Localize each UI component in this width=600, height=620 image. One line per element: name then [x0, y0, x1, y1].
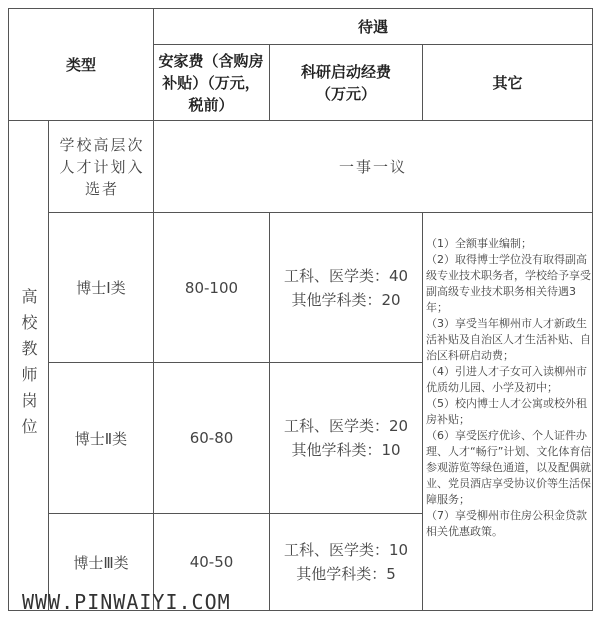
other-item: （4）引进人才子女可入读柳州市优质幼儿园、小学及初中；: [426, 365, 587, 394]
other-item: （3）享受当年柳州市人才新政生活补贴及自治区人才生活补贴、自治区科研启动费；: [426, 317, 591, 362]
header-settle-label: 安家费（含购房补贴）（万元，税前）: [158, 51, 264, 114]
header-settle: [156, 46, 266, 119]
row-name: 博士Ⅲ类: [73, 553, 129, 572]
row-name: 学校高层次人才计划入选者: [59, 135, 145, 198]
row-doctor-1-settle: [154, 213, 269, 362]
row-doctor-2-settle: [154, 363, 269, 513]
header-other-label: 其它: [492, 74, 523, 92]
row-name: 博士Ⅱ类: [74, 429, 128, 448]
settle-value: 40-50: [189, 553, 234, 571]
category-cell: [9, 121, 48, 610]
row-doctor-1-name: [49, 213, 153, 362]
research-line: 其他学科类：20: [291, 290, 401, 309]
row-doctor-3-research: [270, 514, 422, 610]
watermark: WWW.PINWAIYI.COM: [22, 590, 231, 614]
merged-value: 一事一议: [338, 158, 407, 176]
research-line: 其他学科类：5: [296, 565, 396, 583]
other-item: （1）全额事业编制；: [426, 237, 532, 250]
row-doctor-2-research: [270, 363, 422, 513]
header-type: [9, 9, 153, 120]
settle-value: 80-100: [184, 278, 239, 297]
header-research: [290, 46, 402, 119]
research-line: 工科、医学类：40: [283, 266, 409, 285]
row-doctor-2-name: [49, 363, 153, 513]
other-item: （2）取得博士学位没有取得副高级专业技术职务者，学校给予享受副高级专业技术职务相关待遇3年；: [426, 253, 591, 314]
header-research-label: 科研启动经费（万元）: [300, 62, 391, 103]
header-benefits: [154, 9, 592, 44]
row-high-level-merged: [154, 121, 592, 212]
other-item: （5）校内博士人才公寓或校外租房补贴；: [426, 397, 587, 426]
header-benefits-label: 待遇: [357, 18, 388, 36]
row-doctor-1-research: [270, 213, 422, 362]
header-other: [423, 45, 592, 120]
research-line: 其他学科类：10: [291, 441, 401, 459]
row-high-level-name: [58, 121, 146, 212]
research-line: 工科、医学类：20: [283, 417, 409, 435]
category-label: 高校教师岗位: [19, 287, 38, 444]
research-line: 工科、医学类：10: [283, 541, 409, 559]
settle-value: 60-80: [189, 429, 234, 447]
other-item: （6）享受医疗优诊、个人证件办理、人才“畅行”计划、文化体育信参观游览等绿色通道，以及配偶就业、党员酒店享受协议价等生活保障服务；: [426, 429, 592, 506]
other-benefits: [426, 236, 594, 540]
header-type-label: 类型: [65, 56, 96, 74]
other-item: （7）享受柳州市住房公积金贷款相关优惠政策。: [426, 509, 587, 538]
row-name: 博士Ⅰ类: [76, 279, 126, 297]
